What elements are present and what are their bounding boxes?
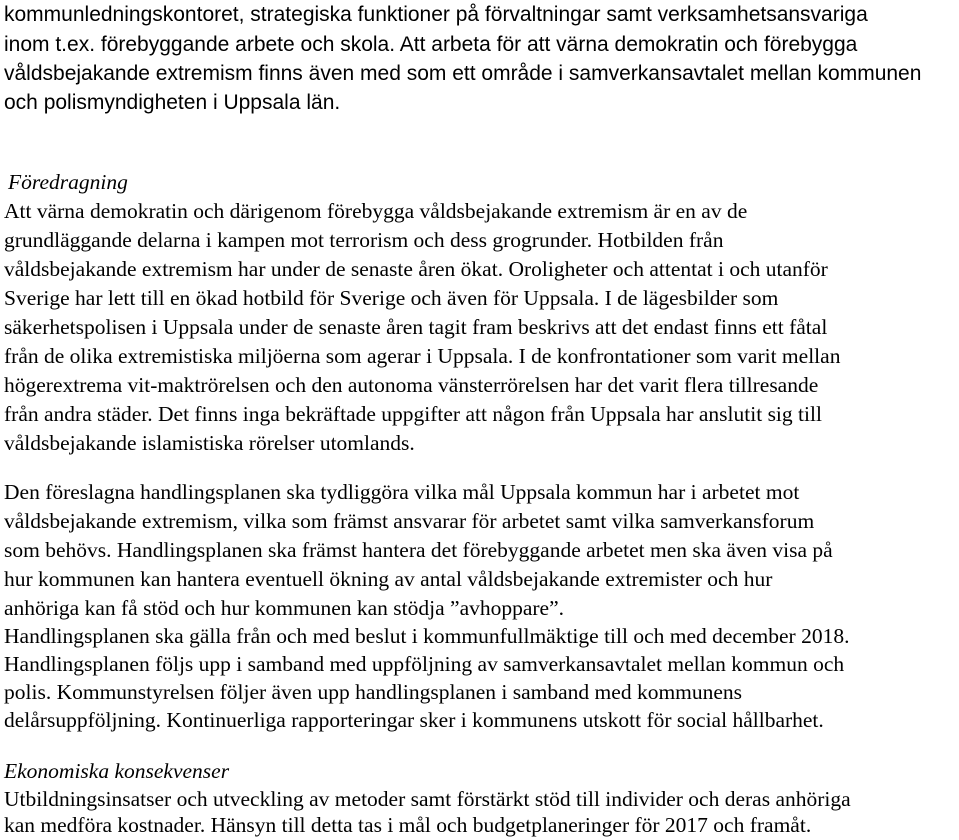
intro-line-2: inom t.ex. förebyggande arbete och skola. Att arbeta för att värna demokratin och förebygga [4,33,858,56]
heading-ekonomiska-konsekvenser: Ekonomiska konsekvenser [4,759,230,783]
section-2-line-1: Den föreslagna handlingsplanen ska tydliggöra vilka mål Uppsala kommun har i arbetet mot [4,480,800,504]
section-3-line-2: kan medföra kostnader. Hänsyn till detta tas i mål och budgetplaneringer för 2017 och framåt. [4,813,812,837]
intro-line-3: våldsbejakande extremism finns även med som ett område i samverkansavtalet mellan kommunen [4,62,922,85]
section-2-line-9: delårsuppföljning. Kontinuerliga rapporteringar sker i kommunens utskott för social hållbarhet. [4,708,824,732]
section-1-line-8: från andra städer. Det finns inga bekräftade uppgifter att någon från Uppsala har anslutit sig till [4,402,822,426]
intro-line-4: och polismyndigheten i Uppsala län. [4,91,341,114]
section-2-line-3: som behövs. Handlingsplanen ska främst hantera det förebyggande arbetet men ska även visa på [4,538,833,562]
section-1-line-4: Sverige har lett till en ökad hotbild för Sverige och även för Uppsala. I de lägesbilder som [4,286,779,310]
section-1-line-2: grundläggande delarna i kampen mot terrorism och dess grogrunder. Hotbilden från [4,228,724,252]
section-2-line-5: anhöriga kan få stöd och hur kommunen kan stödja ”avhoppare”. [4,596,565,620]
intro-line-1: kommunledningskontoret, strategiska funktioner på förvaltningar samt verksamhetsansvariga [4,3,868,26]
section-1-line-1: Att värna demokratin och därigenom förebygga våldsbejakande extremism är en av de [4,199,748,223]
section-2-line-2: våldsbejakande extremism, vilka som främst ansvarar för arbetet samt vilka samverkansforum [4,509,815,533]
section-3-line-1: Utbildningsinsatser och utveckling av metoder samt förstärkt stöd till individer och deras anhöriga [4,787,851,811]
section-1-line-7: högerextrema vit-maktrörelsen och den autonoma vänsterrörelsen har det varit flera tillresande [4,373,819,397]
section-2-line-6: Handlingsplanen ska gälla från och med beslut i kommunfullmäktige till och med december 2018. [4,624,850,648]
section-1-line-5: säkerhetspolisen i Uppsala under de senaste åren tagit fram beskrivs att det endast finns ett fåtal [4,315,828,339]
section-2-line-8: polis. Kommunstyrelsen följer även upp handlingsplanen i samband med kommunens [4,680,743,704]
section-1-line-6: från de olika extremistiska miljöerna som agerar i Uppsala. I de konfrontationer som varit mellan [4,344,841,368]
section-1-line-3: våldsbejakande extremism har under de senaste åren ökat. Oroligheter och attentat i och utanför [4,257,828,281]
section-2-line-7: Handlingsplanen följs upp i samband med uppföljning av samverkansavtalet mellan kommun och [4,652,845,676]
section-1-line-9: våldsbejakande islamistiska rörelser utomlands. [4,431,415,455]
heading-foredragning: Föredragning [8,170,128,194]
section-2-line-4: hur kommunen kan hantera eventuell ökning av antal våldsbejakande extremister och hur [4,567,773,591]
